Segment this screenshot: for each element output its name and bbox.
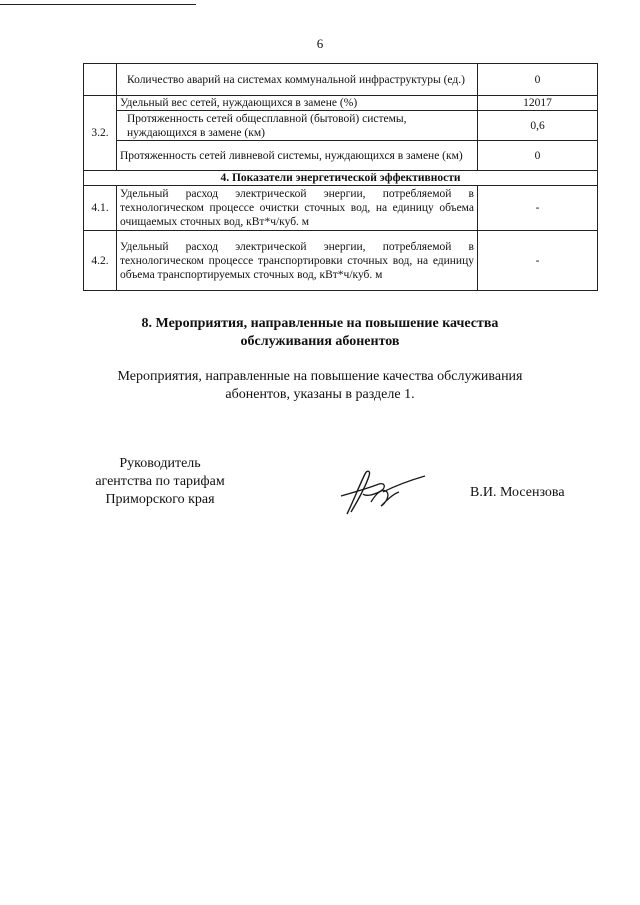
position-line: Руководитель bbox=[119, 456, 201, 471]
row-value-cell: - bbox=[478, 186, 598, 231]
row-number-cell: 4.2. bbox=[84, 231, 117, 291]
heading-line: 8. Мероприятия, направленные на повышение качества bbox=[141, 316, 499, 331]
paragraph-line: абонентов, указаны в разделе 1. bbox=[225, 387, 415, 402]
section-8-heading bbox=[0, 315, 640, 351]
table-row bbox=[84, 96, 598, 111]
section-8-text bbox=[0, 368, 640, 404]
paragraph-line: Мероприятия, направленные на повышение качества обслуживания bbox=[117, 369, 523, 384]
heading-line: обслуживания абонентов bbox=[240, 334, 400, 349]
row-value-cell: 0 bbox=[478, 64, 598, 96]
section-title: 4. Показатели энергетической эффективности bbox=[84, 171, 598, 186]
row-value-cell: - bbox=[478, 231, 598, 291]
row-number-cell: 3.2. bbox=[84, 96, 117, 171]
top-rule bbox=[0, 4, 196, 5]
table-row bbox=[84, 231, 598, 291]
position-line: агентства по тарифам bbox=[95, 474, 225, 489]
position-line: Приморского края bbox=[105, 492, 215, 507]
row-text-cell: Удельный расход электрической энергии, потребляемой в технологическом процессе транспортировки сточных вод, на единицу объема транспортируемых сточных вод, кВт*ч/куб. м bbox=[117, 231, 478, 291]
row-number-cell bbox=[84, 64, 117, 96]
section-header-row bbox=[84, 171, 598, 186]
signer-name: В.И. Мосензова bbox=[470, 485, 565, 500]
row-value-cell: 0,6 bbox=[478, 111, 598, 141]
row-text-cell: Удельный вес сетей, нуждающихся в замене (%) bbox=[117, 96, 478, 111]
table-row bbox=[84, 141, 598, 171]
row-value-cell: 12017 bbox=[478, 96, 598, 111]
table-row bbox=[84, 186, 598, 231]
table-row bbox=[84, 64, 598, 96]
signer-position bbox=[75, 455, 245, 509]
handwritten-signature bbox=[335, 462, 430, 522]
row-value-cell: 0 bbox=[478, 141, 598, 171]
row-text-cell: Протяженность сетей ливневой системы, нуждающихся в замене (км) bbox=[117, 141, 478, 171]
table-row bbox=[84, 111, 598, 141]
row-number-cell: 4.1. bbox=[84, 186, 117, 231]
row-text-cell: Протяженность сетей общесплавной (бытовой) системы, нуждающихся в замене (км) bbox=[117, 111, 478, 141]
page-number: 6 bbox=[316, 36, 324, 51]
row-text-cell: Удельный расход электрической энергии, потребляемой в технологическом процессе очистки сточных вод, на единицу объема очищаемых сточных вод, кВт*ч/куб. м bbox=[117, 186, 478, 231]
indicators-table bbox=[83, 63, 598, 291]
row-text-cell: Количество аварий на системах коммунальной инфраструктуры (ед.) bbox=[117, 64, 478, 96]
